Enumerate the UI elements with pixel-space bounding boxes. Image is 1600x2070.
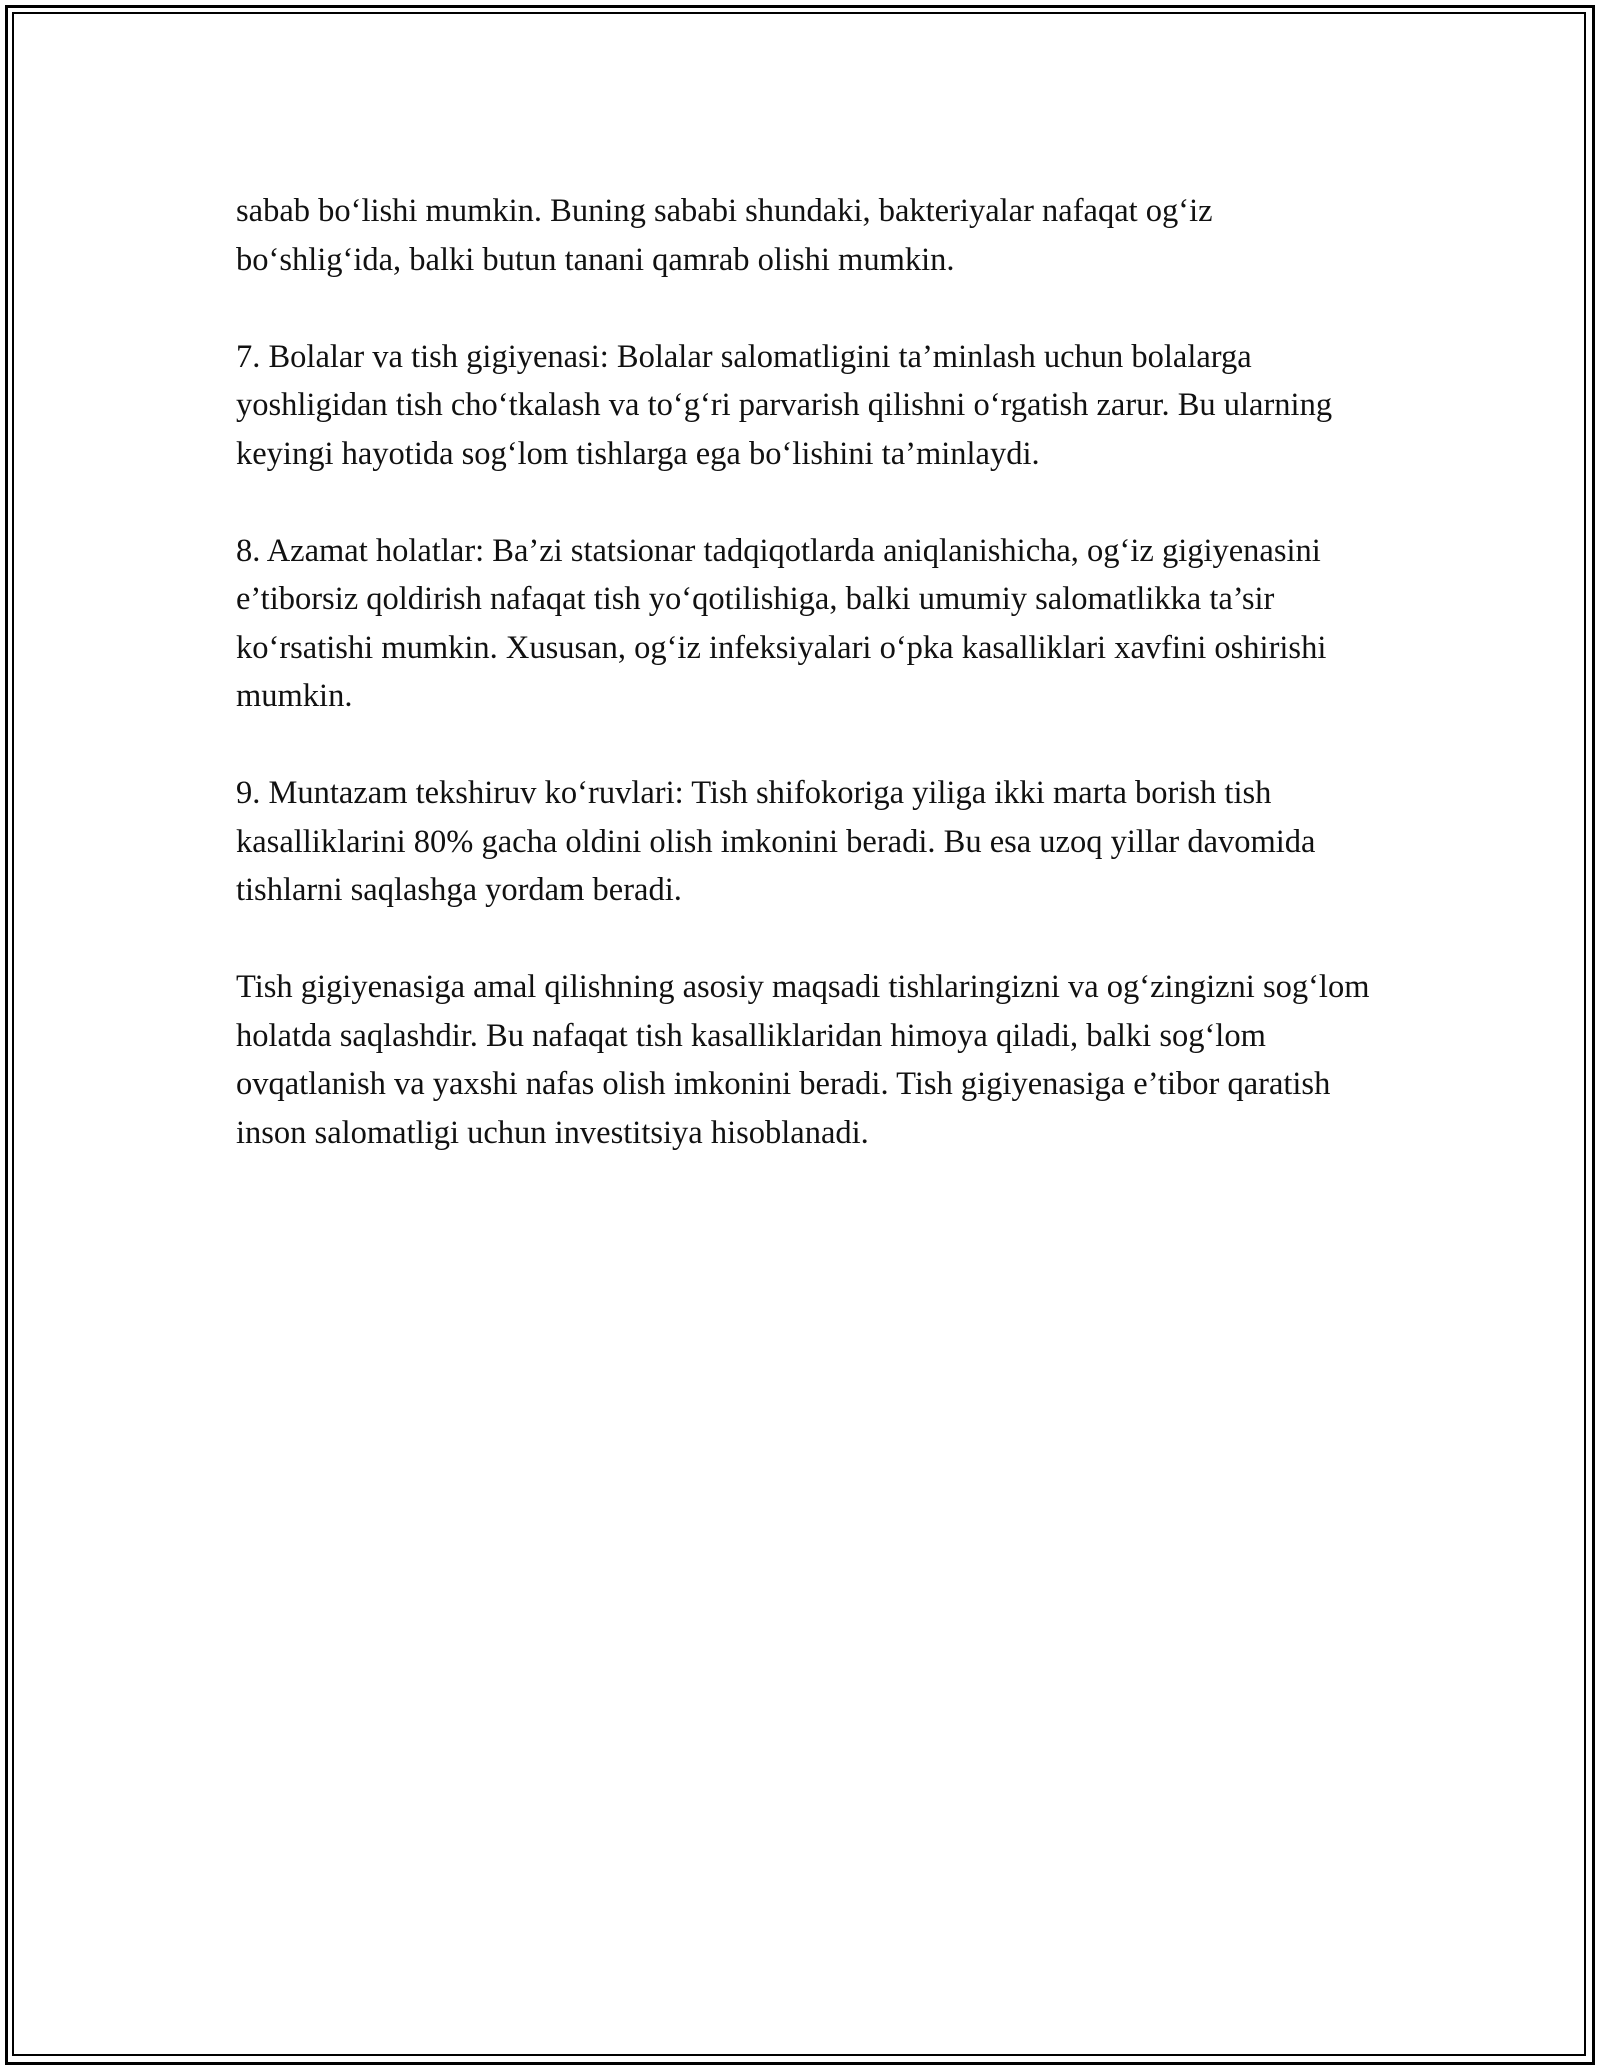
paragraph-conclusion: Tish gigiyenasiga amal qilishning asosiy maqsadi tishlaringizni va og‘zingizni sog‘lom holatda saqlashdir. Bu nafaqat tish kasalliklaridan himoya qiladi, balki sog‘lom ovqatlanish va yaxshi nafas olish imkonini beradi. Tish gigiyenasiga e’tibor qaratish inson salomatligi uchun investitsiya hisoblanadi. — [236, 969, 1370, 1151]
document-body — [236, 187, 1376, 1206]
paragraph-continuation: sabab bo‘lishi mumkin. Buning sababi shundaki, bakteriyalar nafaqat og‘iz bo‘shlig‘ida, balki butun tanani qamrab olishi mumkin. — [236, 193, 1213, 278]
paragraph-item-8: 8. Azamat holatlar: Ba’zi statsionar tadqiqotlarda aniqlanishicha, og‘iz gigiyenasini e’tiborsiz qoldirish nafaqat tish yo‘qotilishiga, balki umumiy salomatlikka ta’sir ko‘rsatishi mumkin. Xususan, og‘iz infeksiyalari o‘pka kasalliklari xavfini oshirishi mumkin. — [236, 532, 1327, 714]
paragraph-item-7: 7. Bolalar va tish gigiyenasi: Bolalar salomatligini ta’minlash uchun bolalarga yoshligidan tish cho‘tkalash va to‘g‘ri parvarish qilishni o‘rgatish zarur. Bu ularning keyingi hayotida sog‘lom tishlarga ega bo‘lishini ta’minlaydi. — [236, 338, 1333, 472]
paragraph-item-9: 9. Muntazam tekshiruv ko‘ruvlari: Tish shifokoriga yiliga ikki marta borish tish kasalliklarini 80% gacha oldini olish imkonini beradi. Bu esa uzoq yillar davomida tishlarni saqlashga yordam beradi. — [236, 775, 1316, 908]
